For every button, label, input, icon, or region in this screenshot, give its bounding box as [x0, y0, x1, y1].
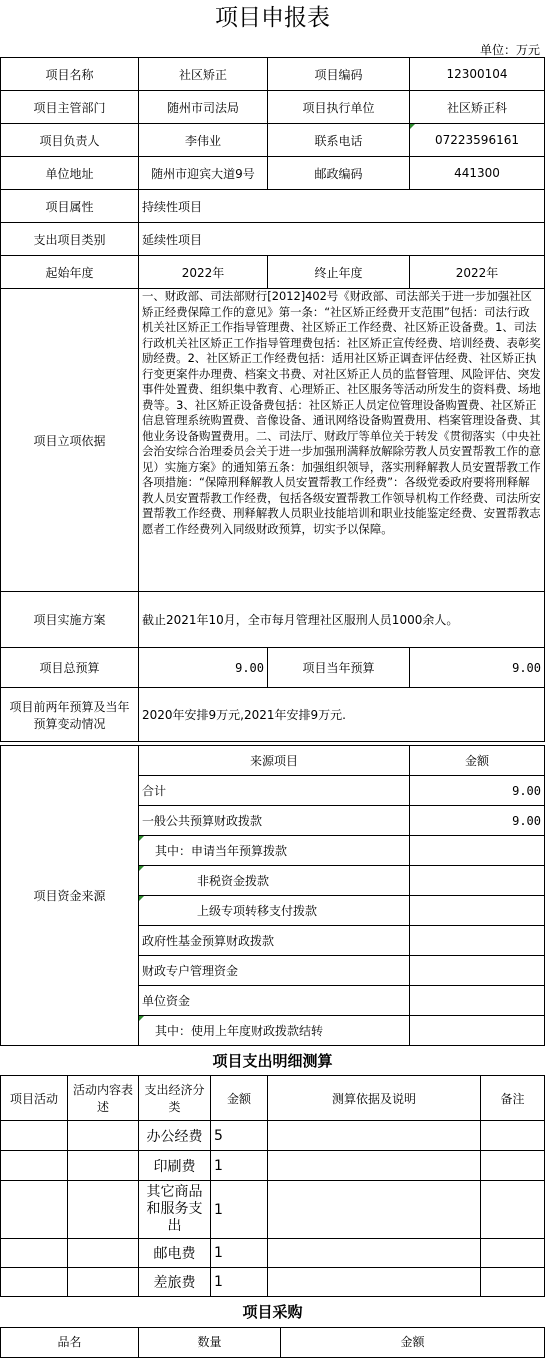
- funding-row-name: 上级专项转移支付拨款: [139, 896, 410, 926]
- plan-text: 截止2021年10月，全市每月管理社区服刑人员1000余人。: [139, 592, 545, 648]
- detail-header: 测算依据及说明: [268, 1076, 481, 1121]
- funding-row-amount: 9.00: [410, 806, 545, 836]
- form-title: 项目申报表: [215, 5, 330, 31]
- funding-col-amount: 金额: [410, 746, 545, 776]
- prev-budget-label: 项目前两年预算及当年预算变动情况: [1, 688, 139, 742]
- basis-text: 一、财政部、司法部财行[2012]402号《财政部、司法部关于进一步加强社区矫正经费保障工作的意见》第一条：“社区矫正经费开支范围”包括：司法行政机关社区矫正工作指导管理费、社区矫正工作经费、社区矫正设备费。1、司法行政机关社区矫正工作指导管理费包括：社区矫正宣传经费、培训经费、表彰奖励经费。2、社区矫正工作经费包括：适用社区矫正调查评估经费、社区矫正执行变更案件办理费、档案文书费、对社区矫正人员的监督管理、风险评估、突发事件处置费、组织集中教育、心理矫正、社区服务等活动所发生的资料费、场地费等。3、社区矫正设备费包括：社区矫正人员定位管理设备购置费、社区矫正信息管理系统购置费、音像设备、通讯网络设备购置费用、档案管理设备费、其他业务设备购置费用。二、司法厅、财政厅等单位关于转发《贯彻落实（中央社会治安综合治理委员会关于进一步加强刑满释放解除劳教人员安置帮教工作的意见）实施方案》的通知第五条：加强组织领导，落实刑释解教人员安置帮教工作各项措施：“保障刑释解教人员安置帮教工作经费”：各级党委政府要将刑释解教人员安置帮教工作经费，包括各级安置帮教工作领导机构工作经费、司法所安置帮教工作经费、刑释解教人员职业技能培训和职业技能鉴定经费、安置帮教志愿者工作经费列入同级财政预算，切实予以保障。: [139, 289, 545, 592]
- detail-cell: [481, 1151, 545, 1181]
- detail-cell: [268, 1268, 481, 1297]
- category-value: 延续性项目: [139, 223, 545, 256]
- detail-category: 印刷费: [139, 1151, 211, 1181]
- basis-label: 项目立项依据: [1, 289, 139, 592]
- funding-row-amount: [410, 896, 545, 926]
- funding-row-name: 财政专户管理资金: [139, 956, 410, 986]
- detail-amount: 1: [211, 1181, 268, 1239]
- zip-value: 441300: [410, 157, 545, 190]
- funding-row-amount: 9.00: [410, 776, 545, 806]
- detail-cell: [268, 1121, 481, 1151]
- detail-section-title: 项目支出明细测算: [212, 1052, 333, 1070]
- funding-row-amount: [410, 956, 545, 986]
- funding-row-amount: [410, 926, 545, 956]
- attr-value: 持续性项目: [139, 190, 545, 223]
- detail-header: 备注: [481, 1076, 545, 1121]
- plan-label: 项目实施方案: [1, 592, 139, 648]
- category-label: 支出项目类别: [1, 223, 139, 256]
- purchase-header: 数量: [139, 1328, 281, 1358]
- expense-detail-table: [0, 1075, 545, 1297]
- detail-amount: 1: [211, 1268, 268, 1297]
- project-name-label: 项目名称: [1, 58, 139, 91]
- funding-col-source: 来源项目: [139, 746, 410, 776]
- detail-cell: [268, 1181, 481, 1239]
- funding-row-name: 其中：使用上年度财政拨款结转: [139, 1016, 410, 1046]
- funding-row-amount: [410, 1016, 545, 1046]
- detail-cell: [481, 1268, 545, 1297]
- detail-cell: [68, 1268, 139, 1297]
- funding-row-name: 一般公共预算财政拨款: [139, 806, 410, 836]
- detail-cell: [481, 1121, 545, 1151]
- exec-unit-value: 社区矫正科: [410, 91, 545, 124]
- start-year-label: 起始年度: [1, 256, 139, 289]
- attr-label: 项目属性: [1, 190, 139, 223]
- funding-row-name: 其中：申请当年预算拨款: [139, 836, 410, 866]
- detail-cell: [1, 1181, 68, 1239]
- project-info-table: [0, 57, 545, 742]
- detail-cell: [1, 1151, 68, 1181]
- funding-row-name: 政府性基金预算财政拨款: [139, 926, 410, 956]
- funding-source-table: [0, 745, 545, 1046]
- detail-cell: [1, 1239, 68, 1268]
- end-year-value: 2022年: [410, 256, 545, 289]
- detail-cell: [268, 1151, 481, 1181]
- dept-label: 项目主管部门: [1, 91, 139, 124]
- detail-amount: 1: [211, 1239, 268, 1268]
- total-budget-value: 9.00: [139, 648, 268, 688]
- zip-label: 邮政编码: [268, 157, 410, 190]
- detail-header: 支出经济分类: [139, 1076, 211, 1121]
- detail-cell: [481, 1181, 545, 1239]
- project-code-label: 项目编码: [268, 58, 410, 91]
- detail-amount: 5: [211, 1121, 268, 1151]
- total-budget-label: 项目总预算: [1, 648, 139, 688]
- funding-row-name: 单位资金: [139, 986, 410, 1016]
- prev-budget-text: 2020年安排9万元,2021年安排9万元.: [139, 688, 545, 742]
- start-year-value: 2022年: [139, 256, 268, 289]
- detail-category: 办公经费: [139, 1121, 211, 1151]
- detail-cell: [1, 1121, 68, 1151]
- phone-value: 07223596161: [410, 124, 545, 157]
- funding-source-label: 项目资金来源: [1, 746, 139, 1046]
- funding-row-amount: [410, 866, 545, 896]
- address-label: 单位地址: [1, 157, 139, 190]
- funding-row-amount: [410, 836, 545, 866]
- year-budget-label: 项目当年预算: [268, 648, 410, 688]
- funding-row-amount: [410, 986, 545, 1016]
- detail-category: 邮电费: [139, 1239, 211, 1268]
- detail-category: 其它商品和服务支出: [139, 1181, 211, 1239]
- detail-header: 项目活动: [1, 1076, 68, 1121]
- address-value: 随州市迎宾大道9号: [139, 157, 268, 190]
- detail-cell: [68, 1151, 139, 1181]
- funding-row-name: 合计: [139, 776, 410, 806]
- purchase-section-title: 项目采购: [242, 1303, 303, 1321]
- detail-header: 活动内容表述: [68, 1076, 139, 1121]
- project-code-value: 12300104: [410, 58, 545, 91]
- detail-cell: [481, 1239, 545, 1268]
- unit-label: 单位：万元: [479, 43, 540, 57]
- purchase-header: 金额: [281, 1328, 545, 1358]
- owner-value: 李伟业: [139, 124, 268, 157]
- end-year-label: 终止年度: [268, 256, 410, 289]
- purchase-header: 品名: [1, 1328, 139, 1358]
- detail-header: 金额: [211, 1076, 268, 1121]
- detail-cell: [68, 1181, 139, 1239]
- detail-amount: 1: [211, 1151, 268, 1181]
- detail-cell: [68, 1121, 139, 1151]
- phone-label: 联系电话: [268, 124, 410, 157]
- detail-cell: [1, 1268, 68, 1297]
- funding-row-name: 非税资金拨款: [139, 866, 410, 896]
- project-name-value: 社区矫正: [139, 58, 268, 91]
- dept-value: 随州市司法局: [139, 91, 268, 124]
- detail-cell: [68, 1239, 139, 1268]
- detail-category: 差旅费: [139, 1268, 211, 1297]
- owner-label: 项目负责人: [1, 124, 139, 157]
- detail-cell: [268, 1239, 481, 1268]
- exec-unit-label: 项目执行单位: [268, 91, 410, 124]
- year-budget-value: 9.00: [410, 648, 545, 688]
